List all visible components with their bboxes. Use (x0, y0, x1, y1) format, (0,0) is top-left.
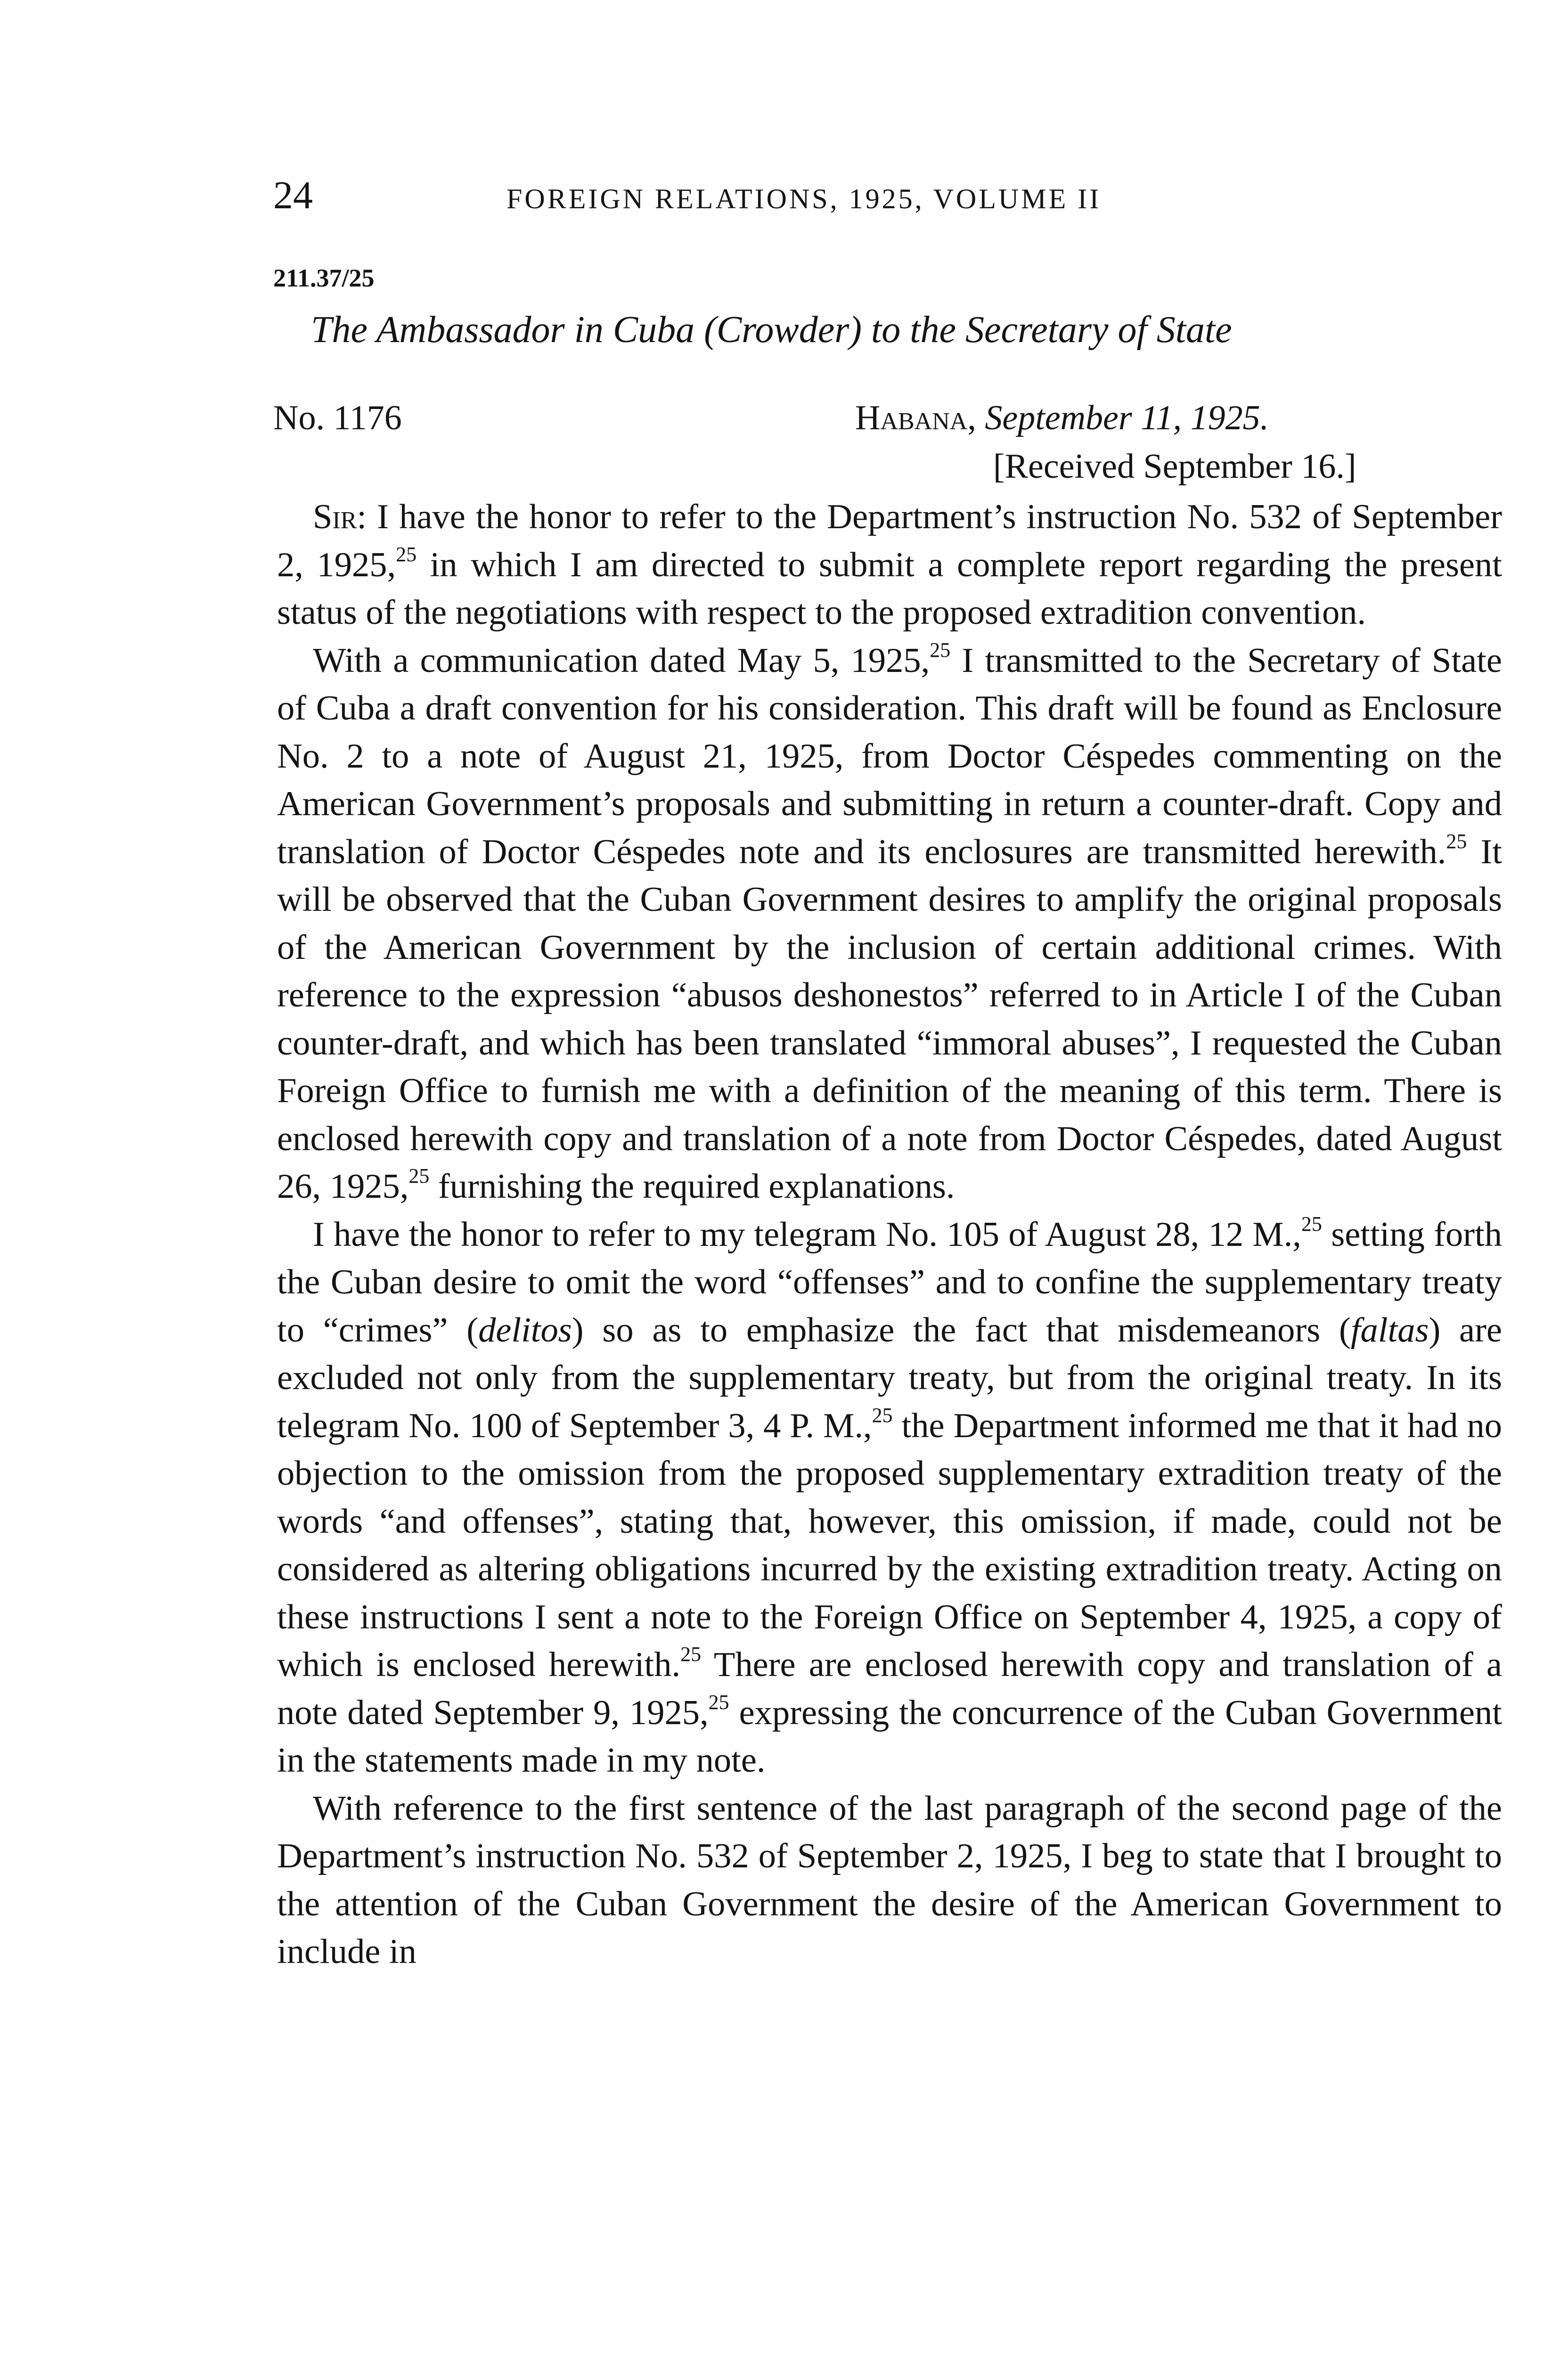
file-number: 211.37/25 (273, 264, 375, 292)
document-title: The Ambassador in Cuba (Crowder) to the Secretary of State (311, 309, 1232, 351)
received-date: [Received September 16.] (993, 447, 1356, 486)
footnote-ref: 25 (872, 1403, 893, 1427)
footnote-ref: 25 (1446, 829, 1467, 853)
footnote-ref: 25 (930, 638, 951, 662)
paragraph-4: With reference to the first sentence of the last paragraph of the second page of the Department’s instruction No. 532 of September 2, 1925, I beg to state that I brought to the attention of the Cuban Government the desire of the American Government to include in (277, 1789, 1502, 1971)
document-number: No. 1176 (273, 399, 402, 437)
paragraph-3: I have the honor to refer to my telegram No. 105 of August 28, 12 M.,$^{25}$ setting forth the Cuban desire to omit the word “offenses” and to confine the supplementary treaty to “crimes” (delitos) so as to emphasize the fact that misdemeanors (faltas) are excluded not only from the supplementary treaty, but from the original treaty. In its telegram No. 100 of September 3, 4 P. M.,$^{25}$ the Department informed me that it had no objection to the omission from the proposed supplementary extradition treaty of the words “and offenses”, stating that, however, this omission, if made, could not be considered as altering obligations incurred by the existing extradition treaty. Acting on these instructions I sent a note to the Foreign Office on September 4, 1925, a copy of which is enclosed herewith.$^{25}$ There are enclosed herewith copy and translation of a note dated September 9, 1925,25 expressing the concurrence of the Cuban Government in the statements made in my note. (277, 1212, 1502, 1780)
page-number: 24 (273, 173, 313, 217)
running-head: FOREIGN RELATIONS, 1925, VOLUME II (506, 183, 1102, 214)
dateline-date: September 11, 1925. (985, 399, 1269, 437)
italic-term: delitos (478, 1310, 572, 1350)
footnote-ref: 25 (1301, 1212, 1322, 1235)
footnote-ref: 25 (408, 1164, 430, 1188)
letter-body (277, 493, 1502, 1976)
salutation: Sir: (313, 498, 367, 536)
footnote-ref: 25 (396, 542, 417, 566)
dateline-place: Habana, (855, 399, 976, 437)
dateline (855, 397, 1269, 439)
footnote-ref: 25 (680, 1643, 702, 1666)
paragraph-1: Sir: I have the honor to refer to the Department’s instruction No. 532 of September 2, 1925,25 in which I am directed to submit a complete report regarding the present status of the negotiations with respect to the proposed extradition convention. (277, 498, 1502, 632)
paragraph-2: With a communication dated May 5, 1925,25 I transmitted to the Secretary of State of Cuba a draft convention for his consideration. This draft will be found as Enclosure No. 2 to a note of August 21, 1925, from Doctor Céspedes commenting on the American Government’s proposals and submitting in return a counter-draft. Copy and translation of Doctor Céspedes note and its enclosures are transmitted herewith.$^{25}$ It will be observed that the Cuban Government desires to amplify the original proposals of the American Government by the inclusion of certain additional crimes. With reference to the expression “abusos deshonestos” referred to in Article I of the Cuban counter-draft, and which has been translated “immoral abuses”, I requested the Cuban Foreign Office to furnish me with a definition of the meaning of this term. There is enclosed herewith copy and translation of a note from Doctor Céspedes, dated August 26, 1925,25 furnishing the required explanations. (277, 638, 1502, 1206)
italic-term: faltas (1350, 1310, 1429, 1350)
footnote-ref: 25 (708, 1690, 729, 1714)
